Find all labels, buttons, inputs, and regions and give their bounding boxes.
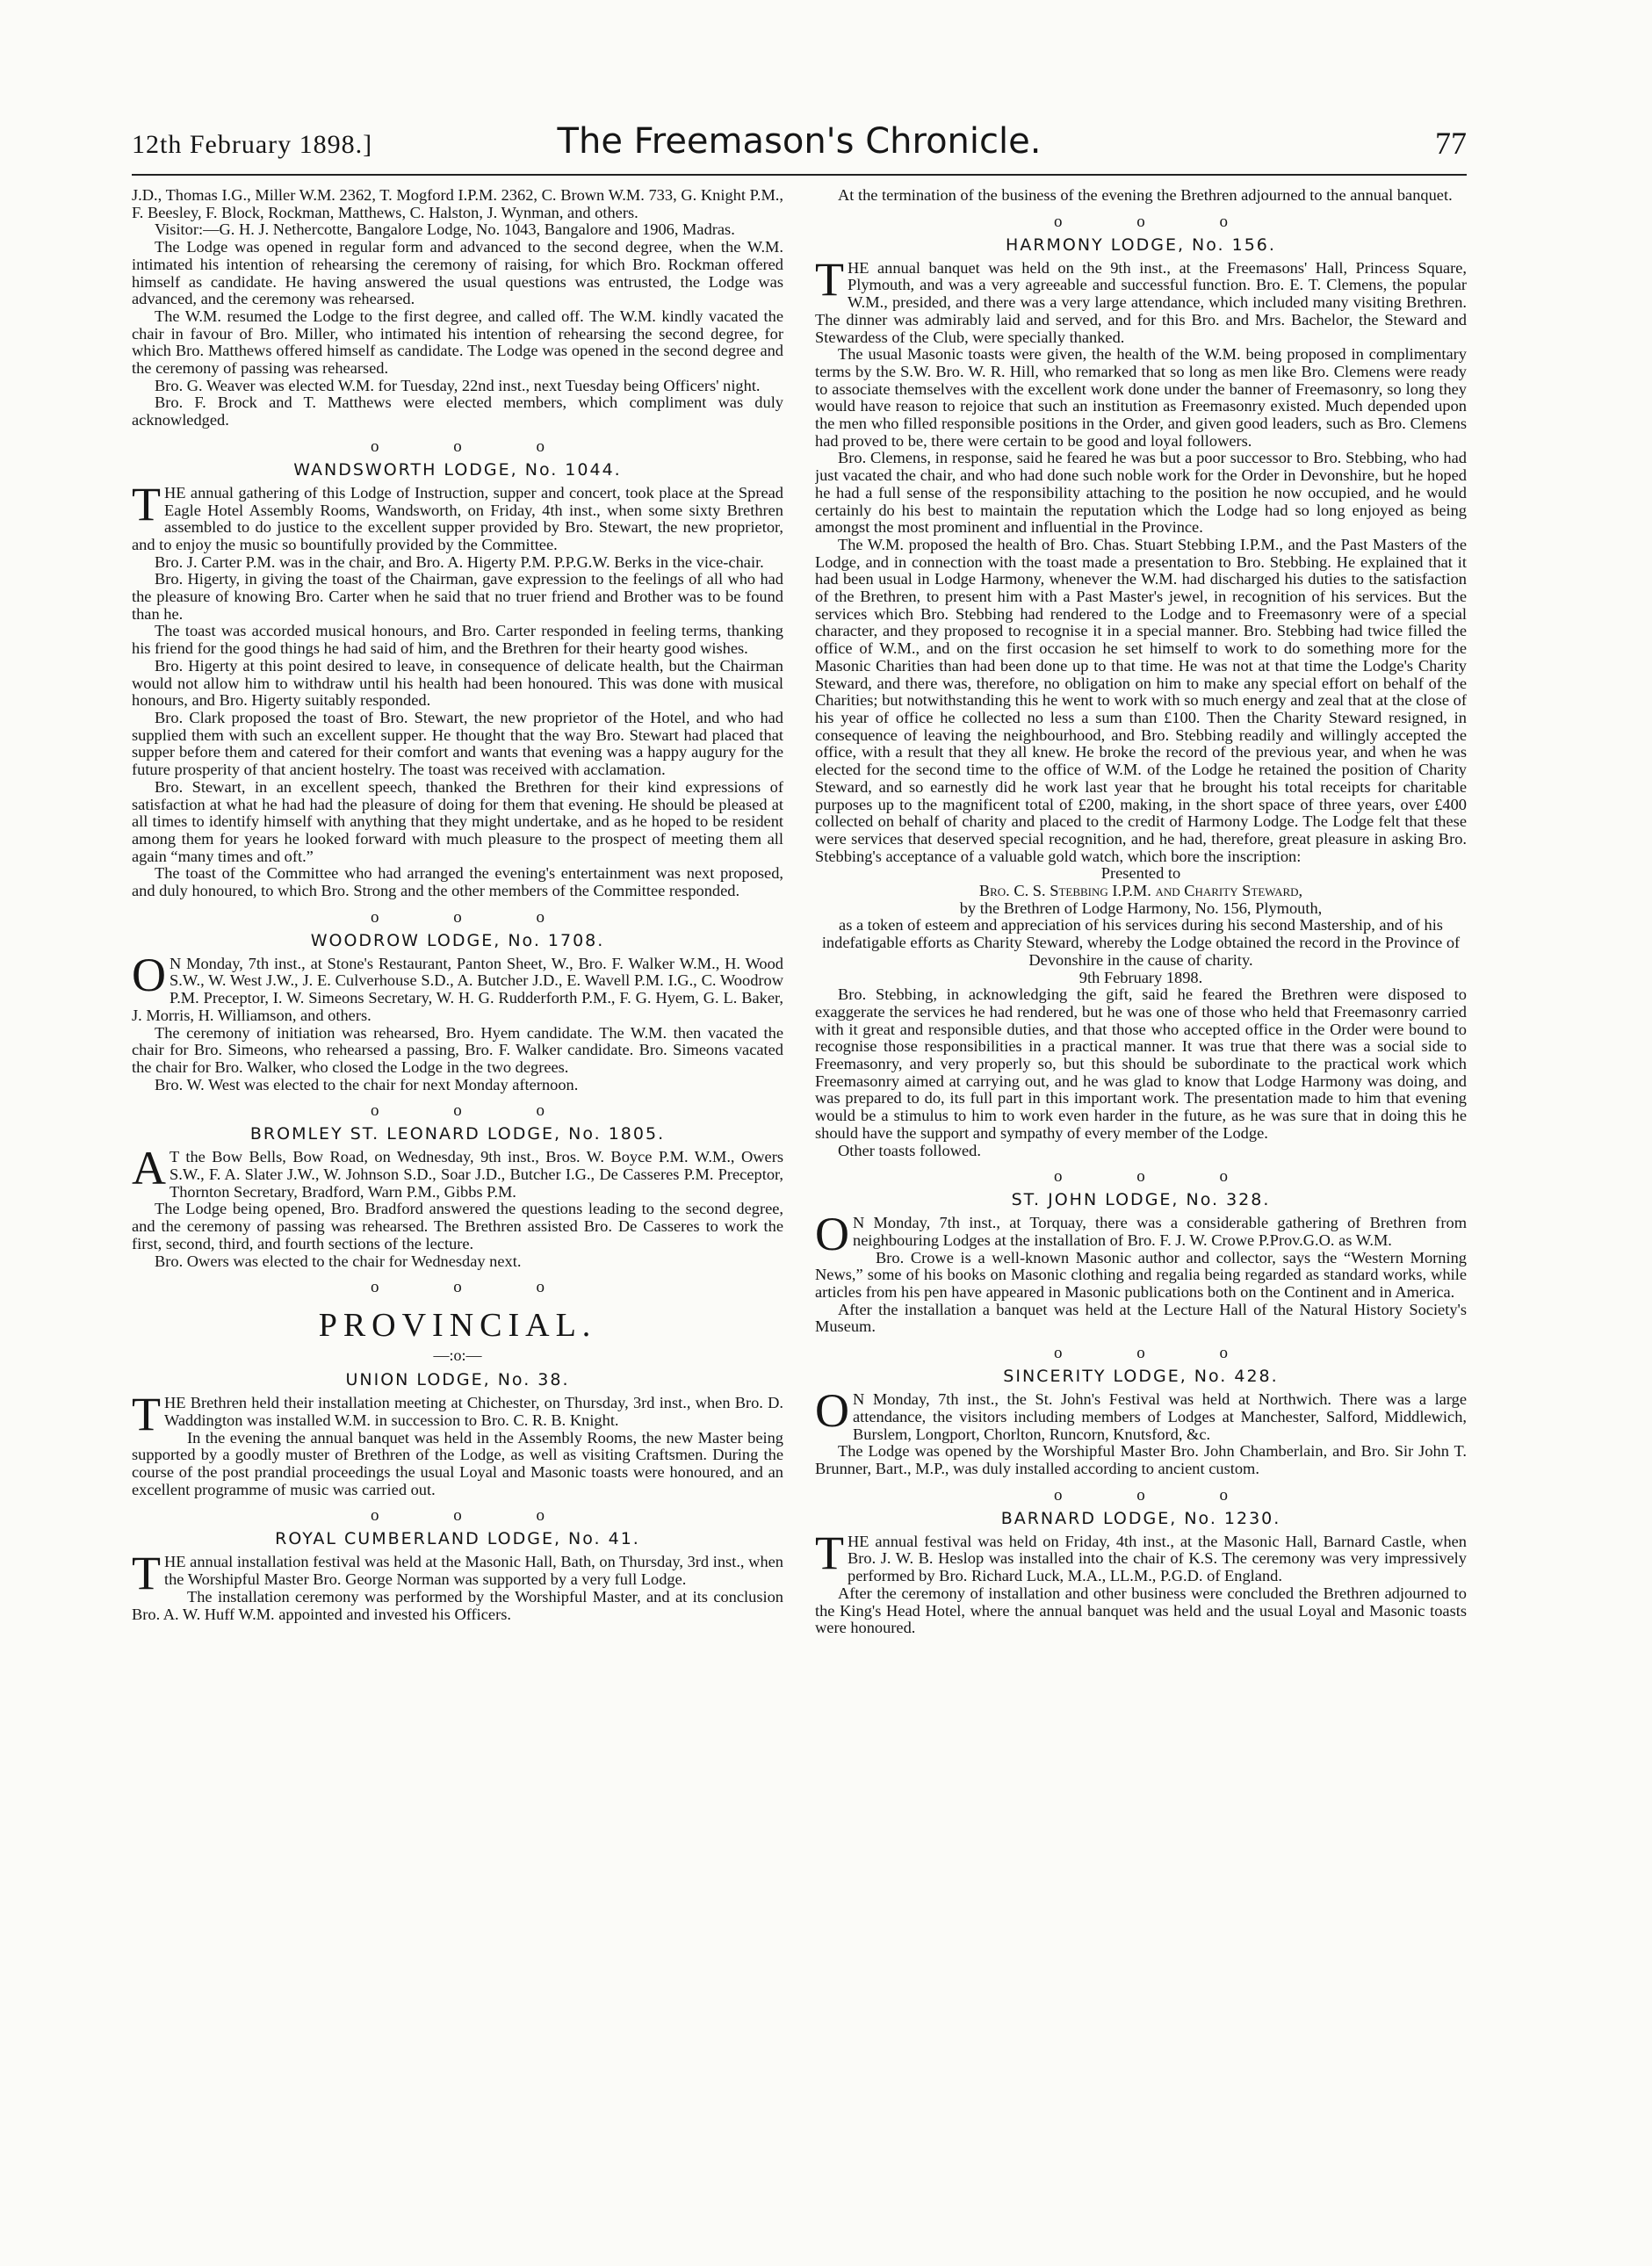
paragraph: THE annual festival was held on Friday, 4th inst., at the Masonic Hall, Barnard Castle, when Bro. J. W. B. Heslop was installed into the chair of K.S. The ceremony was very impressively performed by Bro. Richard Luck, M.A., LL.M., P.G.D. of England.: [815, 1526, 1467, 1585]
inscription-line: Bro. C. S. Stebbing I.P.M. and Charity Steward,: [978, 882, 1303, 900]
section-separator: o o o: [371, 1506, 580, 1526]
paragraph: THE annual installation festival was held at the Masonic Hall, Bath, on Thursday, 3rd inst., when the Worshipful Master Bro. George Norman was supported by a very full Lodge.: [132, 1547, 783, 1600]
paragraph: Bro. F. Brock and T. Matthews were elected members, which compliment was duly acknowledged.: [132, 393, 783, 429]
paragraph: The Lodge being opened, Bro. Bradford answered the questions leading to the second degree, and the ceremony of passing was rehearsed. The Brethren assisted Bro. De Casseres to work the first, second, third, and fourth sections of the lecture.: [132, 1200, 783, 1252]
article-heading-woodrow: WOODROW LODGE, No. 1708.: [310, 930, 605, 950]
paragraph: ON Monday, 7th inst., the St. John's Festival was held at Northwich. There was a large attendance, the visitors including members of Lodges at Manchester, Salford, Middlewich, Burslem, Longport, Chorlton, Runcorn, Knutsford, &c.: [815, 1384, 1467, 1443]
paragraph: Other toasts followed.: [838, 1141, 981, 1159]
paragraph: The toast was accorded musical honours, and Bro. Carter responded in feeling terms, thanking his friend for the good things he had said of him, and the Brethren for their hearty good wishes.: [132, 622, 783, 658]
paragraph: The usual Masonic toasts were given, the health of the W.M. being proposed in complimentary terms by the S.W. Bro. W. R. Hill, who remarked that so long as men like Bro. Clemens were ready to associate themselves with the excellent work done under the banner of Freemasonry, so long they would have reason to rejoice that such an institution as Freemasonry existed. Much depended upon the men who filled responsible positions in the Order, and given good leaders, such as Bro. Clemens had proved to be, there were certain to be good and loyal followers.: [815, 345, 1467, 450]
paragraph: Bro. Clark proposed the toast of Bro. Stewart, the new proprietor of the Hotel, and who had supplied them with such an excellent supper. He thought that the way Bro. Stewart had placed that supper before them and catered for their comfort and wants that evening was a happy augury for the future prosperity of that ancient hostelry. The toast was received with acclamation.: [132, 708, 783, 779]
paragraph: Bro. Clemens, in response, said he feared he was but a poor successor to Bro. Stebbing, who had just vacated the chair, and who had done such noble work for the Order in Devonshire, but he hoped he had a full sense of the responsibility attaching to the position he now occupied, and he would certainly do his best to maintain the reputation which the Lodge had so long enjoyed as being amongst the most prominent and influential in the Province.: [815, 449, 1467, 537]
article-heading-barnard: BARNARD LODGE, No. 1230.: [1000, 1508, 1281, 1528]
left-column: [132, 187, 783, 2146]
section-separator: o o o: [1054, 1485, 1263, 1505]
page-header: [132, 121, 1467, 176]
paragraph: The installation ceremony was performed by the Worshipful Master, and at its conclusion Bro. A. W. Huff W.M. appointed and invested his Officers.: [132, 1587, 783, 1623]
paragraph: AT the Bow Bells, Bow Road, on Wednesday, 9th inst., Bros. W. Boyce P.M. W.M., Owers S.W., F. A. Slater J.W., W. Johnson S.D., Soar J.D., Butcher I.G., De Casseres P.M. Preceptor, Thornton Secretary, Bradford, Warn P.M., Gibbs P.M.: [132, 1142, 783, 1201]
paragraph: Bro. J. Carter P.M. was in the chair, and Bro. A. Higerty P.M. P.P.G.W. Berks in the vice-chair.: [155, 552, 764, 571]
article-heading-st-john: ST. JOHN LODGE, No. 328.: [1011, 1190, 1271, 1210]
paragraph: THE Brethren held their installation meeting at Chichester, on Thursday, 3rd inst., when Bro. D. Waddington was installed W.M. in succession to Bro. C. R. B. Knight.: [132, 1388, 783, 1441]
section-separator: o o o: [371, 907, 580, 927]
paragraph: In the evening the annual banquet was held in the Assembly Rooms, the new Master being supported by a goodly muster of Brethren of the Lodge, as well as visiting Craftsmen. During the course of the post prandial proceedings the usual Loyal and Masonic toasts were honoured, and an excellent programme of music was carried out.: [132, 1428, 783, 1498]
article-heading-wandsworth: WANDSWORTH LODGE, No. 1044.: [293, 459, 622, 480]
paragraph: The W.M. proposed the health of Bro. Chas. Stuart Stebbing I.P.M., and the Past Masters of the Lodge, and in connection with the toast made a presentation to Bro. Stebbing. He explained that it had been usual in Lodge Harmony, whenever the W.M. had discharged his duties to the satisfaction of the Brethren, to present him with a Past Master's jewel, in recognition of his services. But the services which Bro. Stebbing had rendered to the Lodge and to Freemasonry were of a special character, and they proposed to recognise it in a special manner. Bro. Stebbing had twice filled the office of W.M., and on the first occasion he set himself to work to do something more for the Masonic Charities than had been done up to that time. He was not at that time the Lodge's Charity Steward, and there was, therefore, no obligation on him to make any special effort on behalf of the Charities; but notwithstanding this he went to work with so much energy and zeal that at the close of his year of office he collected no less a sum than £100. Then the Charity Steward resigned, in consequence of leaving the neighbourhood, and Bro. Stebbing readily and willingly accepted the office, with a result that they all knew. He broke the record of the previous year, and when he was elected for the second time to the office of W.M. of the Lodge he retained the position of Charity Steward, and so earnestly did he work last year that he brought his total receipts for charitable purposes up to the magnificent total of £200, making, in the short space of three years, over £400 collected on behalf of charity and placed to the credit of Harmony Lodge. The Lodge felt that these were services that deserved special recognition, and he had, therefore, great pleasure in asking Bro. Stebbing's acceptance of a valuable gold watch, which bore the inscription:: [815, 535, 1467, 865]
paragraph: The ceremony of initiation was rehearsed, Bro. Hyem candidate. The W.M. then vacated the chair for Bro. Simeons, who rehearsed a passing, Bro. F. Walker candidate. Bro. Simeons vacated the chair for Bro. Walker, who closed the Lodge in the two degrees.: [132, 1023, 783, 1076]
paragraph: At the termination of the business of the evening the Brethren adjourned to the annual banquet.: [838, 187, 1453, 204]
paragraph: THE annual banquet was held on the 9th inst., at the Freemasons' Hall, Princess Square, Plymouth, and was a very agreeable and successful function. Bro. E. T. Clemens, the popular W.M., presided, and there was a very large attendance, which included many visiting Brethren. The dinner was admirably laid and served, and for this Bro. and Mrs. Bachelor, the Steward and Stewardess of the Club, were specially thanked.: [815, 252, 1467, 346]
publication-title: The Freemason's Chronicle.: [557, 121, 1042, 162]
paragraph: After the installation a banquet was held at the Lecture Hall of the Natural History Society's Museum.: [815, 1300, 1467, 1336]
section-separator: o o o: [1054, 212, 1263, 231]
article-heading-sincerity: SINCERITY LODGE, No. 428.: [1003, 1367, 1279, 1387]
article-heading-bromley: BROMLEY ST. LEONARD LODGE, No. 1805.: [249, 1124, 666, 1144]
section-separator: o o o: [1054, 1167, 1263, 1187]
paragraph: The toast of the Committee who had arranged the evening's entertainment was next proposed, and duly honoured, to which Bro. Strong and the other members of the Committee responded.: [132, 864, 783, 900]
article-heading-harmony: HARMONY LODGE, No. 156.: [1006, 235, 1276, 255]
inscription-line: as a token of esteem and appreciation of his services during his second Mastership, and of his indefatigable efforts as Charity Steward, whereby the Lodge obtained the record in the Province of Devonshire in the cause of charity.: [821, 916, 1461, 969]
inscription-line: by the Brethren of Lodge Harmony, No. 156, Plymouth,: [959, 898, 1323, 917]
section-separator: o o o: [371, 1101, 580, 1121]
paragraph: The W.M. resumed the Lodge to the first degree, and called off. The W.M. kindly vacated the chair in favour of Bro. Miller, who intimated his intention of rehearsing the second degree, for which Bro. Matthews offered himself as candidate. The Lodge was opened in the second degree and the ceremony of passing was rehearsed.: [132, 307, 783, 378]
paragraph: THE annual gathering of this Lodge of Instruction, supper and concert, took place at the Spread Eagle Hotel Assembly Rooms, Wandsworth, on Friday, 4th inst., when some sixty Brethren assembled to do justice to the excellent supper provided by Bro. Stewart, the new proprietor, and to enjoy the music so bountifully provided by the Committee.: [132, 477, 783, 553]
section-separator: o o o: [371, 1278, 580, 1297]
paragraph: Bro. G. Weaver was elected W.M. for Tuesday, 22nd inst., next Tuesday being Officers' night.: [155, 376, 761, 394]
section-separator: o o o: [1054, 1344, 1263, 1363]
paragraph: Visitor:—G. H. J. Nethercotte, Bangalore Lodge, No. 1043, Bangalore and 1906, Madras.: [155, 220, 735, 239]
paragraph: The Lodge was opened in regular form and advanced to the second degree, when the W.M. intimated his intention of rehearsing the ceremony of raising, for which Bro. Rockman offered himself as candidate. He having answered the usual questions was entrusted, the Lodge was advanced, and the ceremony was rehearsed.: [132, 238, 783, 308]
article-heading-union: UNION LODGE, No. 38.: [345, 1370, 570, 1390]
paragraph: ON Monday, 7th inst., at Torquay, there was a considerable gathering of Brethren from neighbouring Lodges at the installation of Bro. F. J. W. Crowe P.Prov.G.O. as W.M.: [815, 1208, 1467, 1261]
paragraph: J.D., Thomas I.G., Miller W.M. 2362, T. Mogford I.P.M. 2362, C. Brown W.M. 733, G. Knight P.M., F. Beesley, F. Block, Rockman, Matthews, C. Halston, J. Wynman, and others.: [132, 187, 783, 221]
paragraph: Bro. Crowe is a well-known Masonic author and collector, says the “Western Morning News,” some of his books on Masonic clothing and regalia being regarded as standard works, while articles from his pen have appeared in Masonic publications both on the Continent and in America.: [815, 1248, 1467, 1302]
paragraph: Bro. W. West was elected to the chair for next Monday afternoon.: [155, 1075, 579, 1093]
paragraph: Bro. Higerty at this point desired to leave, in consequence of delicate health, but the Chairman would not allow him to withdraw until his health had been honoured. This was done with musical honours, and Bro. Higerty suitably responded.: [132, 656, 783, 710]
paragraph: Bro. Stewart, in an excellent speech, thanked the Brethren for their kind expressions of satisfaction at what he had had the pleasure of doing for them that evening. He should be pleased at all times to identify himself with anything that they might undertake, and as he hoped to be resident among them for years he looked forward with much pleasure to the prospect of meeting them all again “many times and oft.”: [132, 777, 783, 865]
ornament: —:o:—: [433, 1346, 482, 1365]
right-column: [815, 187, 1467, 2234]
paragraph: ON Monday, 7th inst., at Stone's Restaurant, Panton Sheet, W., Bro. F. Walker W.M., H. Wood S.W., W. West J.W., J. E. Culverhouse S.D., A. Butcher J.D., E. Wavell P.M. I.G., C. Woodrow P.M. Preceptor, I. W. Simeons Secretary, W. H. G. Rudderforth P.M., F. G. Hyem, G. L. Baker, J. Morris, H. Williamson, and others.: [132, 948, 783, 1024]
issue-date: 12th February 1898.]: [132, 130, 373, 159]
paragraph: The Lodge was opened by the Worshipful Master Bro. John Chamberlain, and Bro. Sir John T. Brunner, Bart., M.P., was duly installed according to ancient custom.: [815, 1442, 1467, 1477]
inscription-date: 9th February 1898.: [1078, 968, 1203, 986]
paragraph: Bro. Higerty, in giving the toast of the Chairman, gave expression to the feelings of all who had the pleasure of knowing Bro. Carter when he said that no truer friend and Brother was to be found than he.: [132, 570, 783, 623]
page-number: 77: [1435, 126, 1467, 161]
paragraph: After the ceremony of installation and other business were concluded the Brethren adjourned to the King's Head Hotel, where the annual banquet was held and the usual Loyal and Masonic toasts were honoured.: [815, 1584, 1467, 1637]
paragraph: Bro. Stebbing, in acknowledging the gift, said he feared the Brethren were disposed to exaggerate the services he had rendered, but he was one of those who held that Freemasonry carried with it great and responsible duties, and that those who accepted office in the Order were bound to recognise those responsibilities in a practical manner. It was true that there was a social side to Freemasonry, and very properly so, but this should be subordinate to the practical work which Freemasonry aimed at carrying out, and he was glad to know that Lodge Harmony was doing, and was prepared to do, its full part in this important work. The presentation made to him that evening would be a stimulus to him to work even harder in the future, as he was sure that in doing this he should have the support and sympathy of every member of the Lodge.: [815, 985, 1467, 1142]
section-separator: o o o: [371, 437, 580, 456]
section-heading-provincial: PROVINCIAL.: [318, 1307, 597, 1345]
article-heading-royal-cumberland: ROYAL CUMBERLAND LODGE, No. 41.: [275, 1529, 640, 1549]
paragraph: Bro. Owers was elected to the chair for Wednesday next.: [155, 1252, 522, 1270]
inscription-line: Presented to: [1100, 864, 1181, 883]
